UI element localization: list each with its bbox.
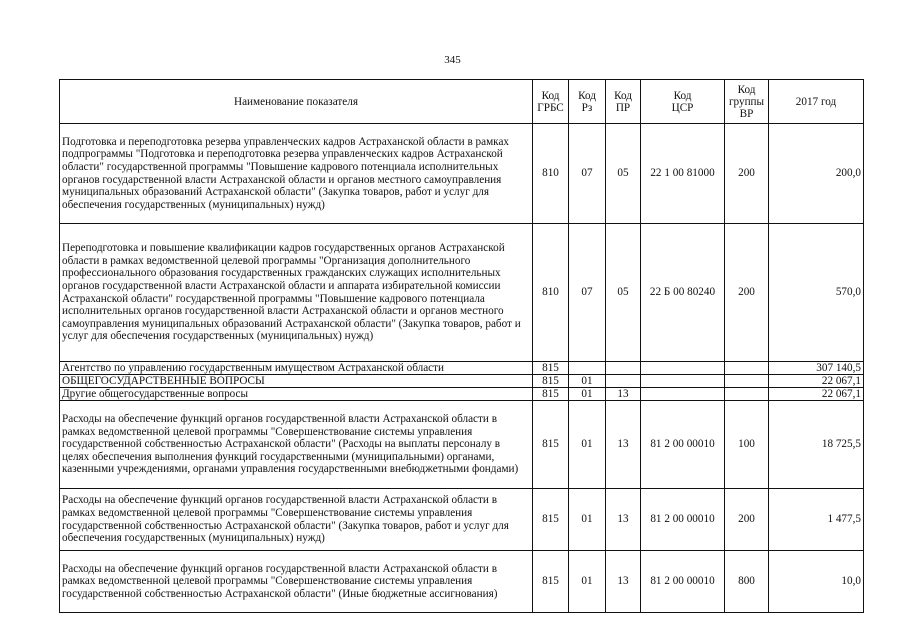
table-row bbox=[60, 489, 864, 551]
row-vr: 200 bbox=[725, 224, 769, 362]
header-vr: Код группы ВР bbox=[725, 80, 769, 124]
row-vr bbox=[725, 362, 769, 375]
row-csr: 81 2 00 00010 bbox=[641, 551, 725, 613]
row-pr bbox=[606, 375, 641, 388]
row-pr: 05 bbox=[606, 124, 641, 224]
row-grbs: 815 bbox=[533, 362, 569, 375]
row-csr: 81 2 00 00010 bbox=[641, 401, 725, 489]
row-amount: 18 725,5 bbox=[769, 401, 864, 489]
table-row bbox=[60, 362, 864, 375]
row-grbs: 815 bbox=[533, 388, 569, 401]
row-grbs: 810 bbox=[533, 124, 569, 224]
row-amount: 10,0 bbox=[769, 551, 864, 613]
row-csr bbox=[641, 362, 725, 375]
table-row bbox=[60, 401, 864, 489]
table-row bbox=[60, 375, 864, 388]
row-grbs: 815 bbox=[533, 375, 569, 388]
row-rz: 07 bbox=[569, 124, 606, 224]
row-amount: 570,0 bbox=[769, 224, 864, 362]
row-name: Расходы на обеспечение функций органов государственной власти Астраханской области в рамках ведомственной целевой программы "Совершенствование системы управления государственной собственностью Астраханской области" (Иные бюджетные ассигнования) bbox=[60, 551, 533, 613]
page-number: 345 bbox=[444, 54, 461, 66]
row-name: ОБЩЕГОСУДАРСТВЕННЫЕ ВОПРОСЫ bbox=[60, 375, 533, 388]
table-row bbox=[60, 388, 864, 401]
header-rz: Код Рз bbox=[569, 80, 606, 124]
header-row bbox=[60, 80, 864, 124]
row-pr: 05 bbox=[606, 224, 641, 362]
row-pr: 13 bbox=[606, 489, 641, 551]
row-rz: 01 bbox=[569, 489, 606, 551]
row-name: Подготовка и переподготовка резерва управленческих кадров Астраханской области в рамках подпрограммы "Подготовка и переподготовка резерва управленческих кадров Астраханской области" государственной программы "Повышение кадрового потенциала исполнительных органов государственной власти Астраханской области и органов местного самоуправления муниципальных образований Астраханской области" (Закупка товаров, работ и услуг для обеспечения государственных (муниципальных) нужд) bbox=[60, 124, 533, 224]
row-name: Расходы на обеспечение функций органов государственной власти Астраханской области в рамках ведомственной целевой программы "Совершенствование системы управления государственной собственностью Астраханской области" (Закупка товаров, работ и услуг для обеспечения государственных (муниципальных) нужд) bbox=[60, 489, 533, 551]
row-grbs: 815 bbox=[533, 401, 569, 489]
row-amount: 200,0 bbox=[769, 124, 864, 224]
row-amount: 307 140,5 bbox=[769, 362, 864, 375]
row-pr: 13 bbox=[606, 388, 641, 401]
row-pr bbox=[606, 362, 641, 375]
row-name: Расходы на обеспечение функций органов государственной власти Астраханской области в рамках ведомственной целевой программы "Совершенствование системы управления государственной собственностью Астраханской области" (Расходы на выплаты персоналу в целях обеспечения выполнения функций государственными (муниципальными) органами, казенными учреждениями, органами управления государственными внебюджетными фондами) bbox=[60, 401, 533, 489]
budget-table bbox=[59, 79, 864, 613]
table-row bbox=[60, 224, 864, 362]
row-vr: 200 bbox=[725, 489, 769, 551]
header-grbs: Код ГРБС bbox=[533, 80, 569, 124]
row-csr: 81 2 00 00010 bbox=[641, 489, 725, 551]
row-rz bbox=[569, 362, 606, 375]
row-grbs: 810 bbox=[533, 224, 569, 362]
header-name: Наименование показателя bbox=[60, 80, 533, 124]
table-row bbox=[60, 551, 864, 613]
row-csr bbox=[641, 375, 725, 388]
row-csr bbox=[641, 388, 725, 401]
row-rz: 01 bbox=[569, 551, 606, 613]
row-grbs: 815 bbox=[533, 551, 569, 613]
row-vr: 100 bbox=[725, 401, 769, 489]
row-name: Агентство по управлению государственным имуществом Астраханской области bbox=[60, 362, 533, 375]
row-vr bbox=[725, 375, 769, 388]
row-name: Переподготовка и повышение квалификации кадров государственных органов Астраханской области в рамках ведомственной целевой программы "Организация дополнительного профессионального образования государственных гражданских служащих исполнительных органов государственной власти Астраханской области и аппарата избирательной комиссии Астраханской области" государственной программы "Повышение кадрового потенциала исполнительных органов государственной власти Астраханской области и органов местного самоуправления муниципальных образований Астраханской области" (Закупка товаров, работ и услуг для обеспечения государственных (муниципальных) нужд) bbox=[60, 224, 533, 362]
row-rz: 01 bbox=[569, 401, 606, 489]
row-grbs: 815 bbox=[533, 489, 569, 551]
header-csr: Код ЦСР bbox=[641, 80, 725, 124]
row-vr: 800 bbox=[725, 551, 769, 613]
row-vr: 200 bbox=[725, 124, 769, 224]
row-rz: 07 bbox=[569, 224, 606, 362]
row-amount: 22 067,1 bbox=[769, 388, 864, 401]
row-rz: 01 bbox=[569, 388, 606, 401]
row-name: Другие общегосударственные вопросы bbox=[60, 388, 533, 401]
row-csr: 22 Б 00 80240 bbox=[641, 224, 725, 362]
row-amount: 1 477,5 bbox=[769, 489, 864, 551]
row-rz: 01 bbox=[569, 375, 606, 388]
row-csr: 22 1 00 81000 bbox=[641, 124, 725, 224]
header-pr: Код ПР bbox=[606, 80, 641, 124]
table-row bbox=[60, 124, 864, 224]
row-amount: 22 067,1 bbox=[769, 375, 864, 388]
row-pr: 13 bbox=[606, 551, 641, 613]
row-pr: 13 bbox=[606, 401, 641, 489]
header-year: 2017 год bbox=[769, 80, 864, 124]
row-vr bbox=[725, 388, 769, 401]
